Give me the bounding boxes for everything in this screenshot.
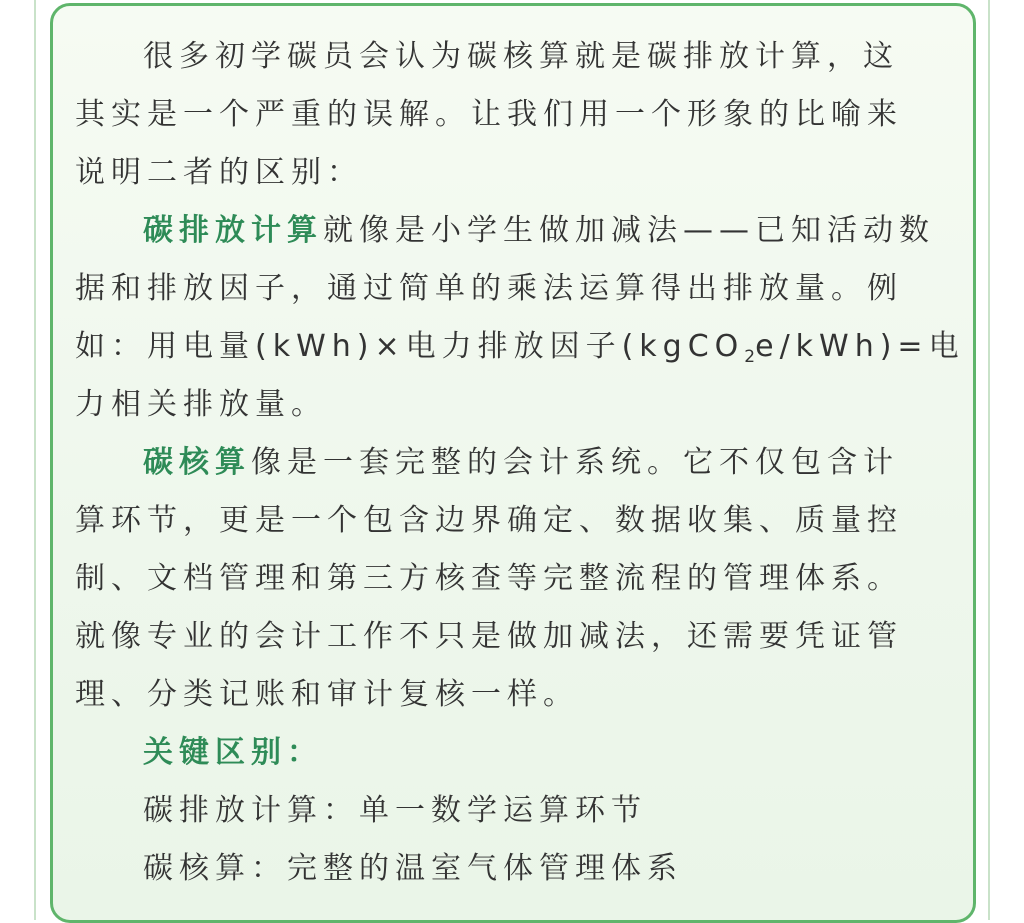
key-difference-item-2: 碳核算：完整的温室气体管理体系	[143, 851, 683, 886]
formula-part-a: 如：用电量(kWh)×电力排放因子(kgCO	[75, 329, 745, 364]
key-difference-item-1: 碳排放计算：单一数学运算环节	[143, 793, 647, 828]
accounting-line-3: 制、文档管理和第三方核查等完整流程的管理体系。	[75, 561, 903, 596]
accounting-line-5: 理、分类记账和审计复核一样。	[75, 677, 579, 712]
intro-line-1: 很多初学碳员会认为碳核算就是碳排放计算，这	[143, 39, 899, 74]
calc-line-1-text: 就像是小学生做加减法——已知活动数	[323, 213, 935, 248]
calc-line-3	[75, 318, 965, 376]
formula-part-b: e/kWh)=电	[755, 329, 965, 364]
accounting-line-1	[75, 434, 955, 492]
calc-line-4: 力相关排放量。	[75, 387, 327, 422]
intro-line-3: 说明二者的区别：	[75, 155, 363, 190]
article-body	[75, 28, 965, 898]
accounting-line-4: 就像专业的会计工作不只是做加减法，还需要凭证管	[75, 619, 903, 654]
accounting-term: 碳核算	[143, 445, 251, 480]
calc-line-2: 据和排放因子，通过简单的乘法运算得出排放量。例	[75, 271, 903, 306]
calc-term: 碳排放计算	[143, 213, 323, 248]
calc-line-1	[75, 202, 955, 260]
accounting-line-2: 算环节，更是一个包含边界确定、数据收集、质量控	[75, 503, 903, 538]
intro-line-2: 其实是一个严重的误解。让我们用一个形象的比喻来	[75, 97, 903, 132]
accounting-line-1-text: 像是一套完整的会计系统。它不仅包含计	[251, 445, 899, 480]
formula-subscript: 2	[744, 347, 756, 367]
key-differences-heading: 关键区别：	[143, 735, 323, 770]
